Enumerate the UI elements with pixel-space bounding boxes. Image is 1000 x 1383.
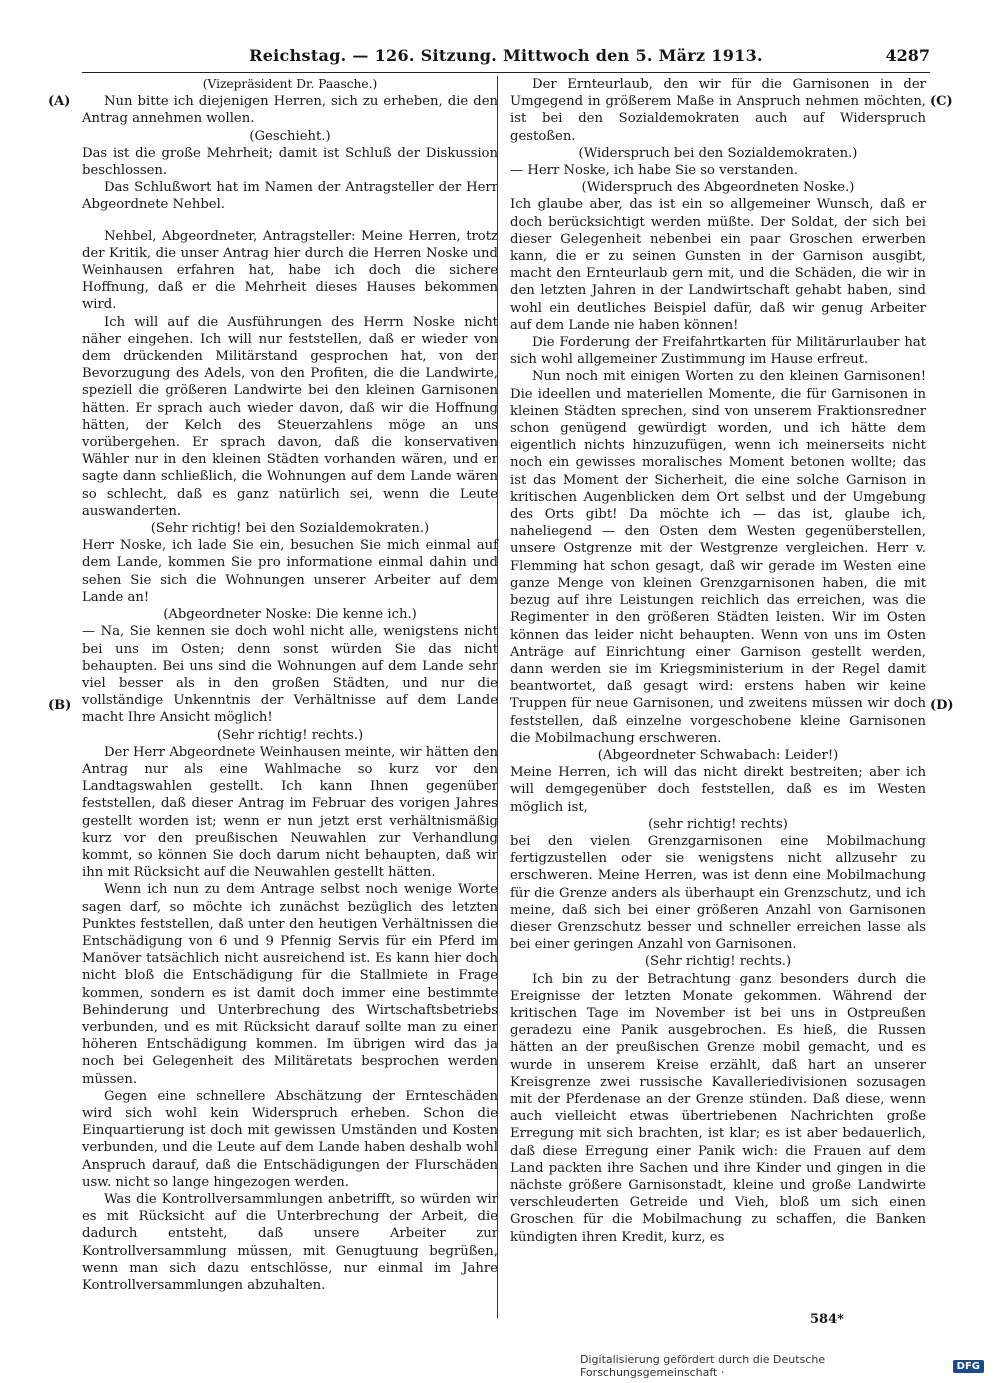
interjection: (Geschieht.) [249, 128, 331, 144]
dfg-logo-icon: DFG [953, 1360, 984, 1373]
page-title: Reichstag. — 126. Sitzung. Mittwoch den 5. März 1913. [249, 46, 763, 65]
interjection: (Abgeordneter Schwabach: Leider!) [597, 747, 839, 763]
paragraph: Das Schlußwort hat im Namen der Antragsteller der Herr Abgeordnete Nehbel. [82, 180, 498, 213]
signature-mark: 584* [810, 1312, 844, 1327]
left-column [82, 76, 498, 1294]
interjection: (Sehr richtig! rechts.) [644, 954, 792, 970]
interjection: (Widerspruch bei den Sozialdemokraten.) [578, 145, 858, 161]
paragraph: Das ist die große Mehrheit; damit ist Schluß der Diskussion beschlossen. [82, 145, 498, 179]
column-divider [497, 76, 498, 1318]
page-number: 4287 [885, 46, 930, 65]
paragraph: Nun noch mit einigen Worten zu den kleinen Garnisonen! Die ideellen und materiellen Momente, die für Garnisonen in kleinen Städten sprechen, sind von unserem Fraktionsredner schon genügend gewürdigt worden, und ich hätte dem eigentlich nichts hinzuzufügen, wenn ich meinerseits nicht noch ein gewisses moralisches Moment betonen wollte; das ist das Moment der Sicherheit, die eine solche Garnison in kritischen Augenblicken dem Ort selbst und der Umgebung des Orts gibt! Da möchte ich — das ist, glaube ich, naheliegend — den Osten dem Westen gegenüberstellen, unsere Ostgrenze mit der Westgrenze vergleichen. Herr v. Flemming hat schon gesagt, daß wir gerade im Westen eine ganze Menge von kleinen Grenzgarnisonen haben, die mit bezug auf ihre Leistungen reichlich das erreichen, was die Regimenter in den größeren Städten leisten. Wir im Osten können das leider nicht behaupten. Wenn von uns im Osten Anträge auf Einrichtung einer Garnison gestellt werden, dann werden sie im Kriegsministerium in der Regel damit beantwortet, daß gesagt wird: erstens haben wir keine Truppen für neue Garnisonen, und zweitens müssen wir doch feststellen, daß einzelne vorgeschobene kleine Garnisonen die Mobilmachung erschweren. [510, 369, 926, 746]
paragraph: Was die Kontrollversammlungen anbetrifft, so würden wir es mit Rücksicht auf die Unterbrechung der Arbeit, die dadurch entsteht, daß unsere Arbeiter zur Kontrollversammlung müssen, mit Genugtuung begrüßen, wenn man sich dazu entschlösse, nur einmal im Jahre Kontrollversammlungen abzuhalten. [82, 1192, 498, 1294]
paragraph: Der Ernteurlaub, den wir für die Garnisonen in der Umgegend in größerem Maße in Anspruch nehmen möchten, ist bei den Sozialdemokraten auch auf Widerspruch gestoßen. [510, 77, 926, 144]
paragraph: Die Forderung der Freifahrtkarten für Militärurlauber hat sich wohl allgemeiner Zustimmung im Hause erfreut. [510, 335, 926, 368]
paragraph: Der Herr Abgeordnete Weinhausen meinte, wir hätten den Antrag nur als eine Wahlmache so kurz vor den Landtagswahlen gestellt. Ich kann Ihnen gegenüber feststellen, daß dieser Antrag im Februar des vorigen Jahres gestellt worden ist; wenn er nun jetzt erst verhältnismäßig kurz vor den preußischen Neuwahlen zur Verhandlung kommt, so können Sie doch darum nicht behaupten, daß wir ihn mit Rücksicht auf die Neuwahlen gestellt hätten. [82, 744, 498, 881]
page-header [82, 44, 930, 73]
interjection: (Sehr richtig! bei den Sozialdemokraten.) [150, 521, 430, 537]
paragraph: Wenn ich nun zu dem Antrage selbst noch wenige Worte sagen darf, so möchte ich zunächst bezüglich des letzten Punktes feststellen, daß unter den heutigen Verhältnissen die Entschädigung von 6 und 9 Pfennig Servis für ein Pferd im Manöver tatsächlich nicht ausreichend ist. Es kann hier doch nicht bloß die Entschädigung für die Stallmiete in Frage kommen, sondern es ist damit doch immer eine bestimmte Behinderung und Unterbrechung des Wirtschaftsbetriebs verbunden, und es mit Rücksicht darauf sollte man zu einer höheren Entschädigung kommen. Im übrigen wird das ja noch bei Gelegenheit des Militäretats besprochen werden müssen. [82, 882, 498, 1087]
margin-marker-a: (A) [48, 94, 71, 109]
margin-marker-c: (C) [930, 94, 953, 109]
interjection: (sehr richtig! rechts) [648, 816, 788, 832]
right-column [510, 76, 926, 1246]
interjection: (Abgeordneter Noske: Die kenne ich.) [163, 607, 417, 623]
paragraph: Nun bitte ich diejenigen Herren, sich zu erheben, die den Antrag annehmen wollen. [82, 94, 498, 127]
margin-marker-b: (B) [48, 698, 72, 713]
paragraph: Ich glaube aber, das ist ein so allgemeiner Wunsch, daß er doch berücksichtigt werden müßte. Der Soldat, der sich bei dieser Gelegenheit nebenbei ein paar Groschen erwerben kann, die er zu seinen Gunsten in der Garnison ausgibt, macht den Ernteurlaub gern mit, und die Schäden, die wir in den letzten Jahren in der Landwirtschaft gehabt haben, sind wohl ein deutliches Beispiel dafür, daß wir genug Arbeiter auf dem Lande nie haben können! [510, 197, 926, 333]
paragraph: — Na, Sie kennen sie doch wohl nicht alle, wenigstens nicht bei uns im Osten; denn sonst würden Sie das nicht behaupten. Bei uns sind die Wohnungen auf dem Lande sehr viel besser als in den großen Städten, und nur die vollständige Unkenntnis der Verhältnisse auf dem Lande macht Ihre Ansicht möglich! [82, 624, 498, 726]
speech-opening: Nehbel, Abgeordneter, Antragsteller: Meine Herren, trotz der Kritik, die unser Antrag hier durch die Herren Noske und Weinhausen erfahren hat, habe ich doch die sichere Hoffnung, daß er die Mehrheit dieses Hauses bekommen wird. [82, 228, 498, 313]
paragraph: — Herr Noske, ich habe Sie so verstanden. [510, 163, 799, 179]
speaker-note: (Vizepräsident Dr. Paasche.) [202, 77, 378, 91]
paragraph: Meine Herren, ich will das nicht direkt bestreiten; aber ich will demgegenüber doch feststellen, daß es im Westen möglich ist, [510, 765, 926, 815]
paragraph: bei den vielen Grenzgarnisonen eine Mobilmachung fertigzustellen oder sie wenigstens nicht allzusehr zu erschweren. Meine Herren, was ist denn eine Mobilmachung für die Grenze anders als überhaupt ein Grenzschutz, und ich meine, daß sich bei einer größeren Anzahl von Garnisonen dieser Grenzschutz besser und schneller erreichen lasse als bei einer geringen Anzahl von Garnisonen. [510, 833, 926, 953]
paragraph: Gegen eine schnellere Abschätzung der Ernteschäden wird sich wohl kein Widerspruch erheben. Schon die Einquartierung ist doch mit gewissen Umständen und Kosten verbunden, und die Leute auf dem Lande haben deshalb wohl Anspruch darauf, daß die Entschädigungen der Flurschäden usw. nicht so lange hingezogen werden. [82, 1088, 498, 1190]
paragraph: Ich bin zu der Betrachtung ganz besonders durch die Ereignisse der letzten Monate gekommen. Während der kritischen Tage im November ist bei uns in Ostpreußen geradezu eine Panik ausgebrochen. Es hieß, die Russen hätten an der preußischen Grenze mobil gemacht, und es wurde in unserem Kreise erzählt, daß hart an unserer Kreisgrenze zwei russische Kavalleriedivisionen sozusagen mit der Pferdenase an der Grenze stünden. Daß diese, wenn auch vielleicht etwas übertriebenen Nachrichten große Erregung mit sich brachten, ist klar; es ist aber bedauerlich, daß diese Erregung einer Panik wich: die Frauen auf dem Land packten ihre Sachen und ihre Kinder und gingen in die nächste größere Garnisonstadt, kleine und große Landwirte verschleuderten Getreide und Vieh, bloß um sich einen Groschen für die Mobilmachung zu schaffen, die Banken kündigten ihren Kredit, kurz, es [510, 971, 926, 1245]
interjection: (Sehr richtig! rechts.) [216, 727, 364, 743]
paragraph: Ich will auf die Ausführungen des Herrn Noske nicht näher eingehen. Ich will nur feststellen, daß er wieder von dem drückenden Militärstand gesprochen hat, von der Bevorzugung des Adels, von den Profiten, die die Landwirte, speziell die größeren Landwirte bei den kleinen Garnisonen hätten. Er sprach auch wieder davon, daß wir die Hoffnung hätten, der Kelch des Steuerzahlens möge an uns vorübergehen. Er sprach davon, daß die konservativen Wähler nur in den kleinen Städten vorhanden wären, und er sagte dann schließlich, die Wohnungen auf dem Lande wären so schlecht, daß es ganz natürlich sei, wenn die Leute auswanderten. [82, 314, 498, 519]
margin-marker-d: (D) [930, 698, 954, 713]
digitization-credit [580, 1353, 984, 1379]
interjection: (Widerspruch des Abgeordneten Noske.) [581, 180, 855, 196]
paragraph: Herr Noske, ich lade Sie ein, besuchen Sie mich einmal auf dem Lande, kommen Sie pro informatione einmal dahin und sehen Sie sich die Wohnungen unserer Arbeiter auf dem Lande an! [82, 538, 498, 605]
credit-text: Digitalisierung gefördert durch die Deutsche Forschungsgemeinschaft · [580, 1353, 826, 1379]
